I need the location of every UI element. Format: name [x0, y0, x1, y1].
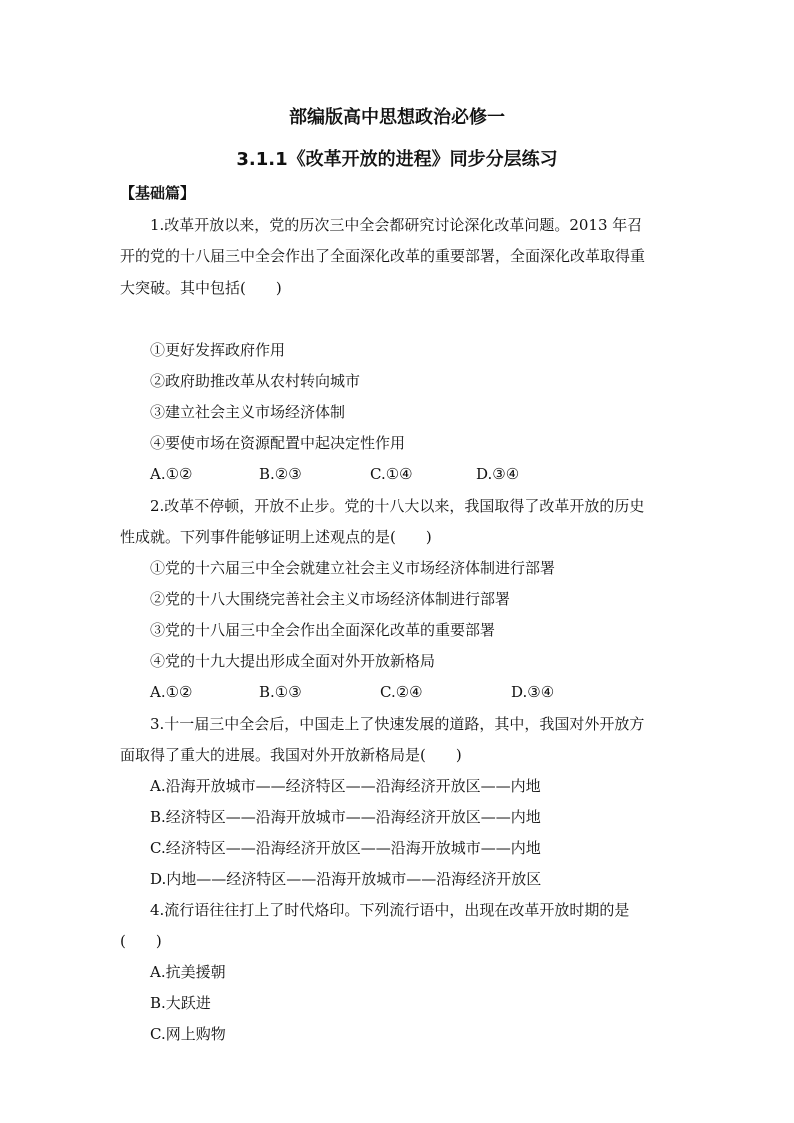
question-1-option-d: D.③④: [476, 465, 520, 483]
question-2-statement: ④党的十九大提出形成全面对外开放新格局: [150, 652, 436, 670]
question-1-text-line-1: 1.改革开放以来，党的历次三中全会都研究讨论深化改革问题。2013 年召: [150, 216, 643, 234]
question-1-option-b: B.②③: [259, 465, 302, 483]
question-3-option-d: D.内地——经济特区——沿海开放城市——沿海经济开放区: [150, 870, 542, 888]
question-2-statement: ②党的十八大围绕完善社会主义市场经济体制进行部署: [150, 590, 511, 608]
question-3-option-c: C.经济特区——沿海经济开放区——沿海开放城市——内地: [150, 839, 541, 857]
document-subtitle: 3.1.1《改革开放的进程》同步分层练习: [236, 149, 558, 170]
question-3-text-line-2: 面取得了重大的进展。我国对外开放新格局是( ): [120, 746, 462, 764]
document-title: 部编版高中思想政治必修一: [289, 107, 505, 128]
question-1-option-c: C.①④: [370, 465, 413, 483]
question-2-text-line-1: 2.改革不停顿，开放不止步。党的十八大以来，我国取得了改革开放的历史: [150, 497, 645, 515]
section-heading: 【基础篇】: [120, 184, 196, 202]
question-3-text-line-1: 3.十一届三中全会后，中国走上了快速发展的道路，其中，我国对外开放方: [150, 715, 645, 733]
question-1-statement: ②政府助推改革从农村转向城市: [150, 372, 361, 390]
question-2-statement: ①党的十六届三中全会就建立社会主义市场经济体制进行部署: [150, 559, 556, 577]
question-4-option-c: C.网上购物: [150, 1025, 226, 1043]
question-2-statement: ③党的十八届三中全会作出全面深化改革的重要部署: [150, 621, 496, 639]
question-2-option-c: C.②④: [380, 683, 423, 701]
question-4-option-b: B.大跃进: [150, 994, 211, 1012]
question-3-option-b: B.经济特区——沿海开放城市——沿海经济开放区——内地: [150, 808, 541, 826]
question-2-option-a: A.①②: [150, 683, 193, 701]
question-3-option-a: A.沿海开放城市——经济特区——沿海经济开放区——内地: [150, 777, 541, 795]
question-2-option-b: B.①③: [259, 683, 302, 701]
question-1-text-line-3: 大突破。其中包括( ): [120, 279, 282, 297]
question-1-text-line-2: 开的党的十八届三中全会作出了全面深化改革的重要部署，全面深化改革取得重: [120, 247, 646, 265]
question-4-text-line-1: 4.流行语往往打上了时代烙印。下列流行语中，出现在改革开放时期的是: [150, 901, 630, 919]
question-1-option-a: A.①②: [150, 465, 193, 483]
question-1-statement: ④要使市场在资源配置中起决定性作用: [150, 434, 406, 452]
question-4-text-line-2: ( ): [120, 932, 162, 950]
question-1-statement: ③建立社会主义市场经济体制: [150, 403, 346, 421]
question-2-option-d: D.③④: [511, 683, 555, 701]
question-1-statement: ①更好发挥政府作用: [150, 341, 286, 359]
question-2-text-line-2: 性成就。下列事件能够证明上述观点的是( ): [120, 528, 432, 546]
question-4-option-a: A.抗美援朝: [150, 963, 226, 981]
